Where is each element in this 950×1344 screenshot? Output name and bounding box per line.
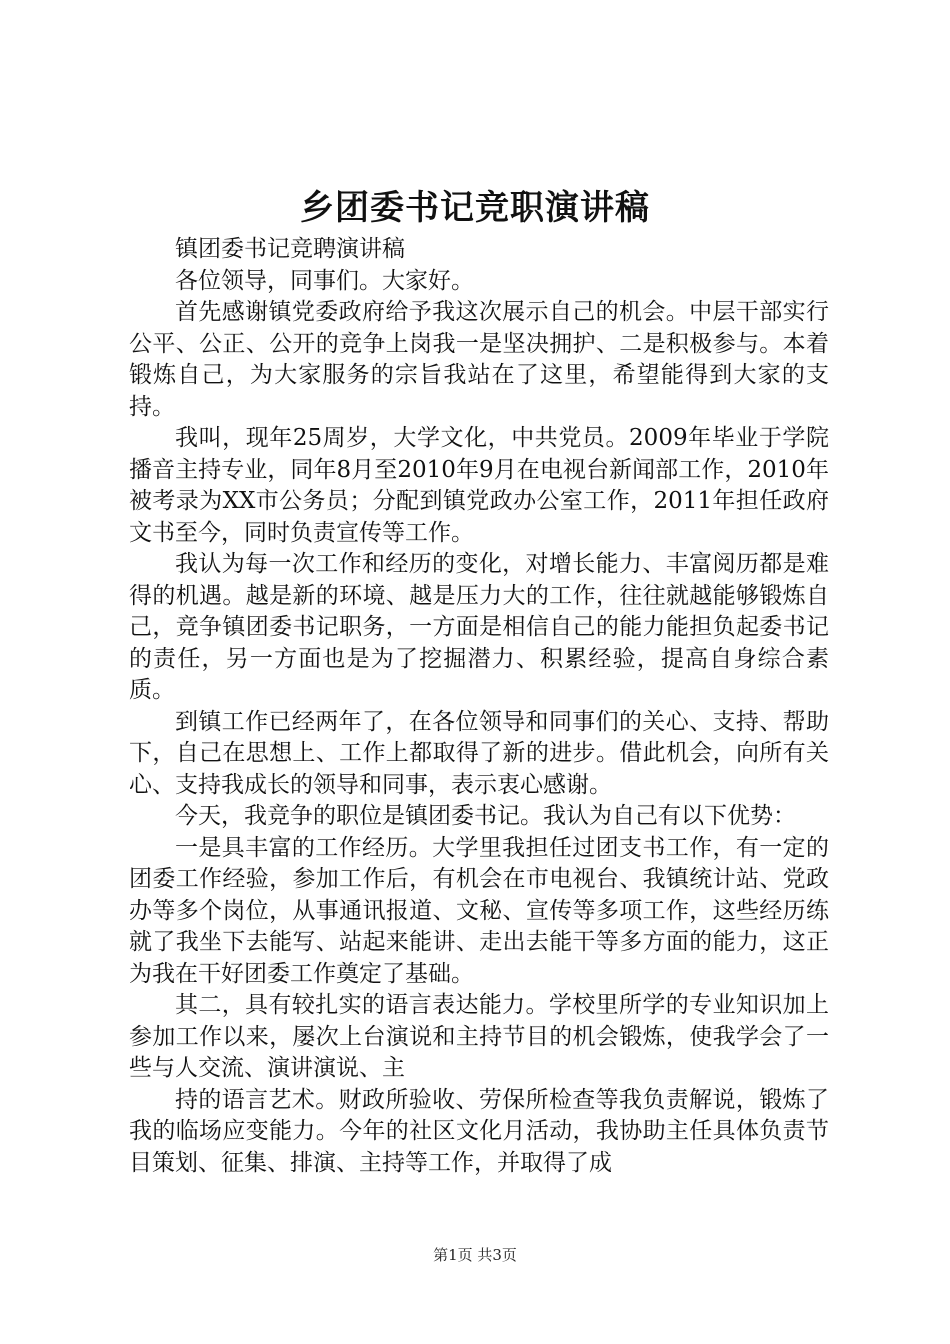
paragraph: 一是具丰富的工作经历。大学里我担任过团支书工作，有一定的团委工作经验，参加工作后，有机会在市电视台、我镇统计站、党政办等多个岗位，从事通讯报道、文秘、宣传等多项工作，这些经历练就了我坐下去能写、站起来能讲、走出去能干等多方面的能力，这正为我在干好团委工作奠定了基础。 xyxy=(129,834,829,987)
paragraph: 其二，具有较扎实的语言表达能力。学校里所学的专业知识加上参加工作以来，屡次上台演说和主持节目的机会锻炼，使我学会了一些与人交流、演讲演说、主 xyxy=(129,992,829,1081)
paragraph-subtitle: 镇团委书记竞聘演讲稿 xyxy=(175,236,405,262)
document-title: 乡团委书记竞职演讲稿 xyxy=(300,188,650,228)
paragraph: 持的语言艺术。财政所验收、劳保所检查等我负责解说，锻炼了我的临场应变能力。今年的社区文化月活动，我协助主任具体负责节目策划、征集、排演、主持等工作，并取得了成 xyxy=(129,1086,829,1176)
document-body xyxy=(129,234,829,1179)
paragraph: 今天，我竞争的职位是镇团委书记。我认为自己有以下优势： xyxy=(175,803,796,829)
paragraph-greeting: 各位领导，同事们。大家好。 xyxy=(175,267,474,294)
paragraph: 我叫，现年25周岁，大学文化，中共党员。2009年毕业于学院播音主持专业，同年8月至2010年9月在电视台新闻部工作，2010年被考录为XX市公务员；分配到镇党政办公室工作，2011年担任政府文书至今，同时负责宣传等工作。 xyxy=(129,425,829,546)
paragraph: 首先感谢镇党委政府给予我这次展示自己的机会。中层干部实行公平、公正、公开的竞争上岗我一是坚决拥护、二是积极参与。本着锻炼自己，为大家服务的宗旨我站在了这里，希望能得到大家的支持。 xyxy=(129,299,829,420)
paragraph: 我认为每一次工作和经历的变化，对增长能力、丰富阅历都是难得的机遇。越是新的环境、越是压力大的工作，往往就越能够锻炼自己，竞争镇团委书记职务，一方面是相信自己的能力能担负起委书记的责任，另一方面也是为了挖掘潜力、积累经验，提高自身综合素质。 xyxy=(129,551,829,703)
paragraph: 到镇工作已经两年了，在各位领导和同事们的关心、支持、帮助下，自己在思想上、工作上都取得了新的进步。借此机会，向所有关心、支持我成长的领导和同事，表示衷心感谢。 xyxy=(129,708,829,798)
page-footer: 第1页 共3页 xyxy=(433,1246,517,1264)
